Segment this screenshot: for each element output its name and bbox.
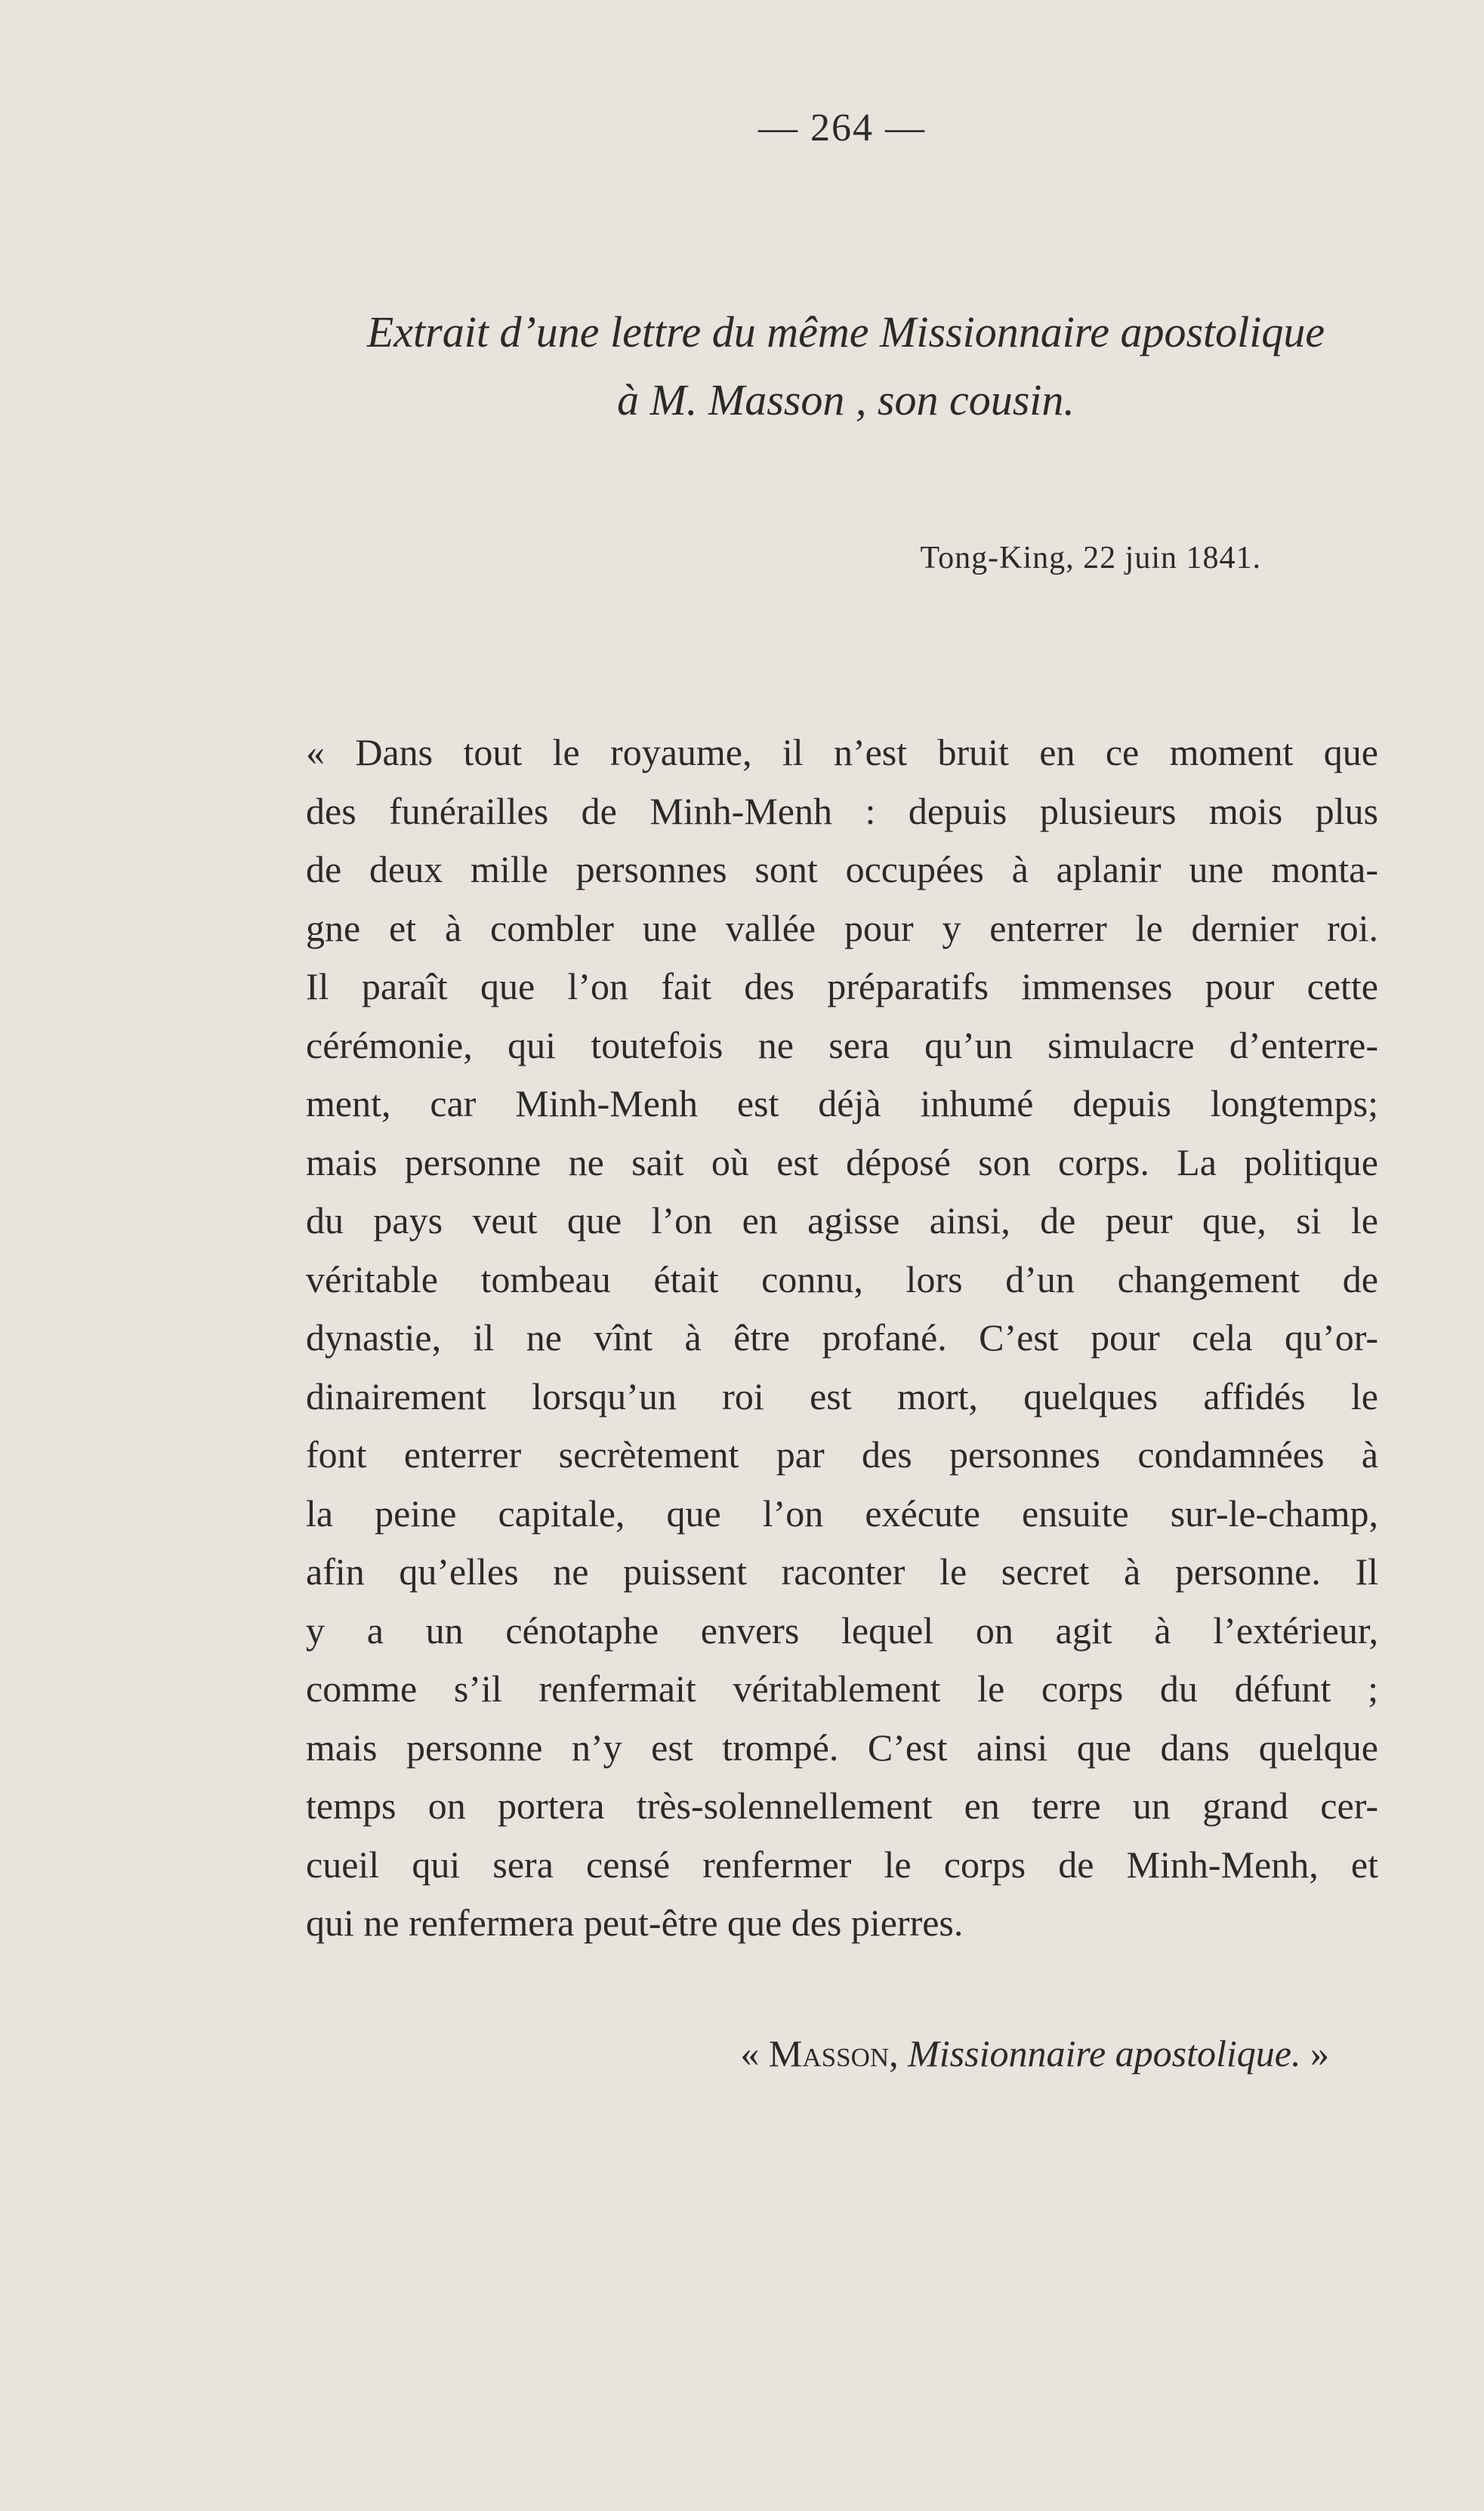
- heading-line-1: Extrait d’une lettre du même Missionnaire apostolique: [366, 307, 1325, 356]
- body-line: Il paraît que l’on fait des préparatifs immenses pour cette: [306, 965, 1378, 1007]
- signature-title: Missionnaire apostolique.: [908, 2032, 1301, 2075]
- body-line: comme s’il renfermait véritablement le corps du défunt ;: [306, 1667, 1378, 1710]
- signature-name: Masson: [768, 2032, 890, 2075]
- body-line: cueil qui sera censé renfermer le corps de Minh-Menh, et: [306, 1843, 1378, 1886]
- signature-open-quote: «: [740, 2032, 760, 2075]
- signature: [604, 2031, 1329, 2075]
- body-line: des funérailles de Minh-Menh : depuis plusieurs mois plus: [306, 789, 1378, 832]
- body-line: gne et à combler une vallée pour y enterrer le dernier roi.: [306, 906, 1378, 949]
- body-line: du pays veut que l’on en agisse ainsi, de peur que, si le: [306, 1199, 1378, 1242]
- body-line: dynastie, il ne vînt à être profané. C’est pour cela qu’or-: [306, 1316, 1378, 1359]
- body-line: mais personne ne sait où est déposé son corps. La politique: [306, 1140, 1378, 1183]
- body-line: qui ne renfermera peut-être que des pierres.: [306, 1902, 964, 1944]
- page-number: — 264 —: [758, 106, 926, 150]
- body-line: mais personne n’y est trompé. C’est ainsi que dans quelque: [306, 1726, 1378, 1769]
- dateline: Tong-King, 22 juin 1841.: [920, 541, 1261, 575]
- body-line: « Dans tout le royaume, il n’est bruit en ce moment que: [306, 731, 1378, 773]
- body-line: de deux mille personnes sont occupées à aplanir une monta-: [306, 848, 1378, 890]
- body-line: temps on portera très-solennellement en terre un grand cer-: [306, 1785, 1378, 1827]
- letter-heading: [302, 298, 1390, 434]
- body-line: dinairement lorsqu’un roi est mort, quelques affidés le: [306, 1374, 1378, 1417]
- body-line: ment, car Minh-Menh est déjà inhumé depuis longtemps;: [306, 1082, 1378, 1124]
- body-line: véritable tombeau était connu, lors d’un changement de: [306, 1257, 1378, 1300]
- signature-close-quote: »: [1310, 2032, 1329, 2075]
- body-line: afin qu’elles ne puissent raconter le secret à personne. Il: [306, 1550, 1378, 1593]
- body-line: y a un cénotaphe envers lequel on agit à l’extérieur,: [306, 1609, 1378, 1652]
- body-line: cérémonie, qui toutefois ne sera qu’un simulacre d’enterre-: [306, 1023, 1378, 1066]
- body-line: font enterrer secrètement par des personnes condamnées à: [306, 1433, 1378, 1476]
- heading-line-2: à M. Masson , son cousin.: [617, 375, 1075, 424]
- body-line: la peine capitale, que l’on exécute ensuite sur-le-champ,: [306, 1491, 1378, 1535]
- signature-separator: ,: [889, 2032, 899, 2075]
- letter-body: [306, 723, 1378, 1953]
